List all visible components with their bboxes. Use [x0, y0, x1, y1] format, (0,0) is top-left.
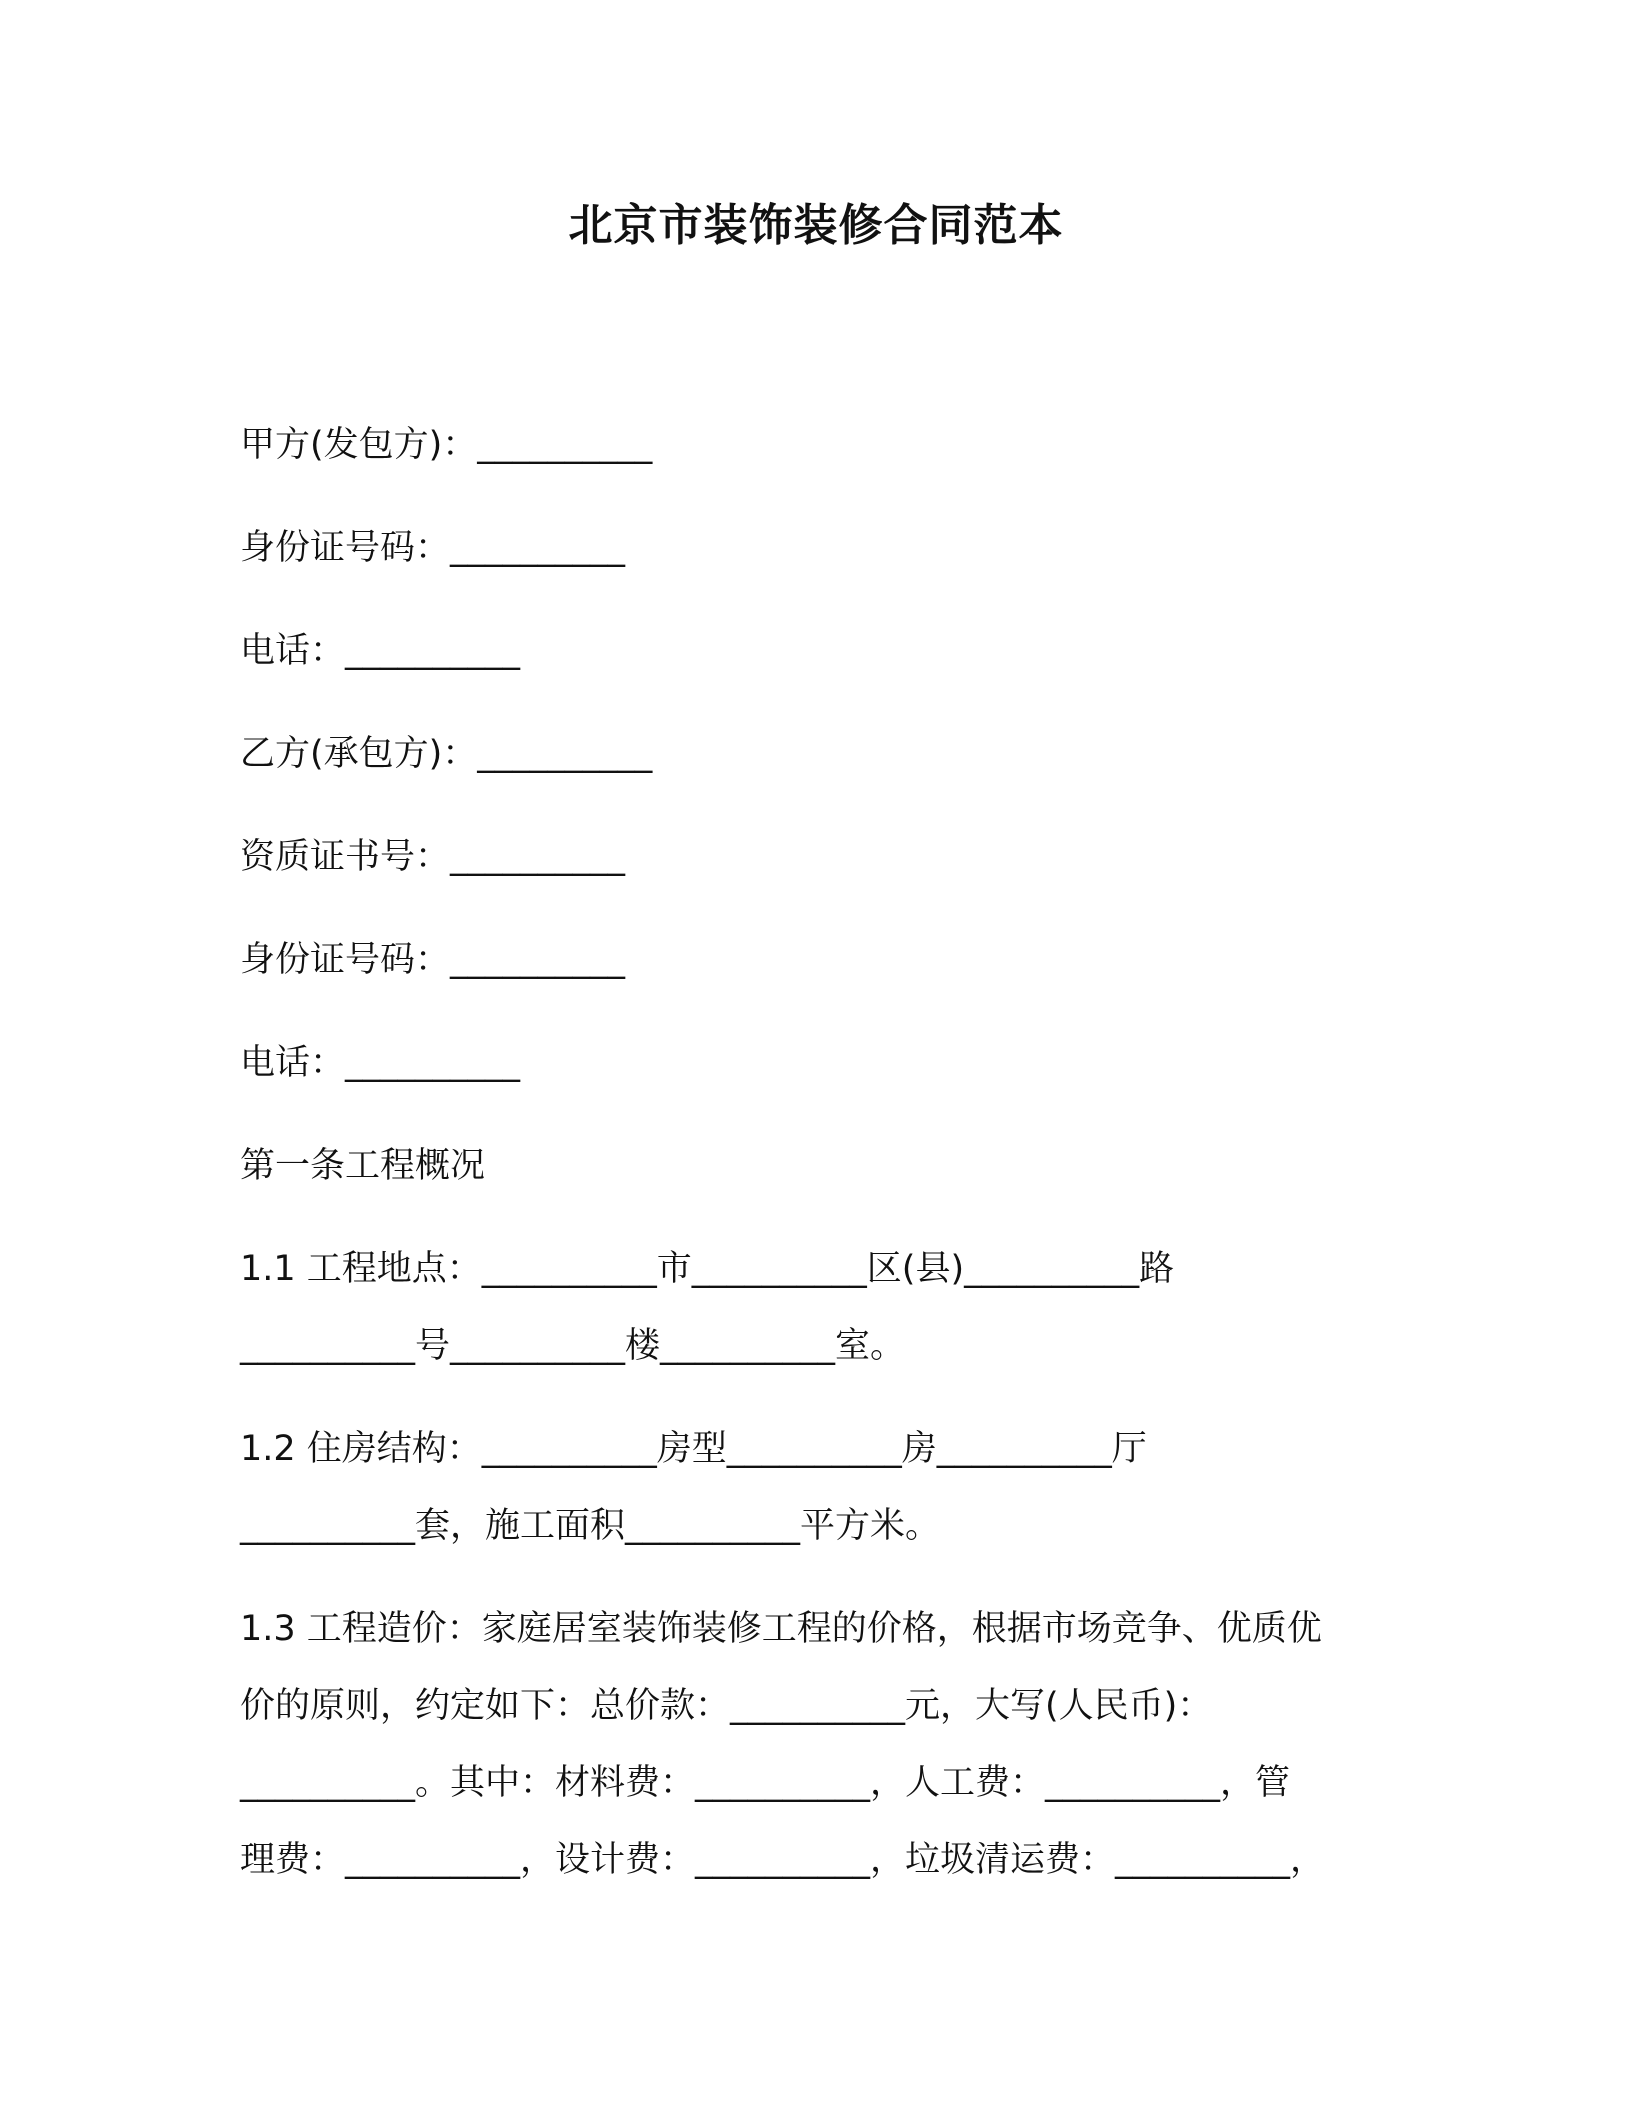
clause-1-1-line-2: __________号__________楼__________室。 — [240, 1326, 906, 1366]
clause-1-2-line-2: __________套，施工面积__________平方米。 — [240, 1506, 941, 1546]
party-a-phone-line: 电话：__________ — [240, 631, 521, 671]
party-b-id-line: 身份证号码：__________ — [240, 940, 626, 980]
party-b-line: 乙方(承包方)：__________ — [240, 734, 653, 774]
clause-1-3-line-1: 1.3 工程造价：家庭居室装饰装修工程的价格，根据市场竞争、优质优 — [240, 1609, 1322, 1649]
clause-1-1-line-1: 1.1 工程地点：__________市__________区(县)__________路 — [240, 1249, 1175, 1289]
party-a-id-line: 身份证号码：__________ — [240, 528, 626, 568]
clause-1-2-line-1: 1.2 住房结构：__________房型__________房__________厅 — [240, 1429, 1147, 1469]
party-a-line: 甲方(发包方)：__________ — [240, 425, 653, 465]
party-b-phone-line: 电话：__________ — [240, 1043, 521, 1083]
clause-1-3-line-4: 理费：__________，设计费：__________，垃圾清运费：__________， — [240, 1840, 1326, 1880]
clause-1-3-line-2: 价的原则，约定如下：总价款：__________元，大写(人民币)： — [240, 1686, 1213, 1726]
clause-1-3-line-3: __________。其中：材料费：__________，人工费：__________，管 — [240, 1763, 1291, 1803]
section-heading: 第一条工程概况 — [240, 1146, 486, 1186]
document-title: 北京市装饰装修合同范本 — [568, 200, 1064, 251]
party-b-certificate-line: 资质证书号：__________ — [240, 837, 626, 877]
